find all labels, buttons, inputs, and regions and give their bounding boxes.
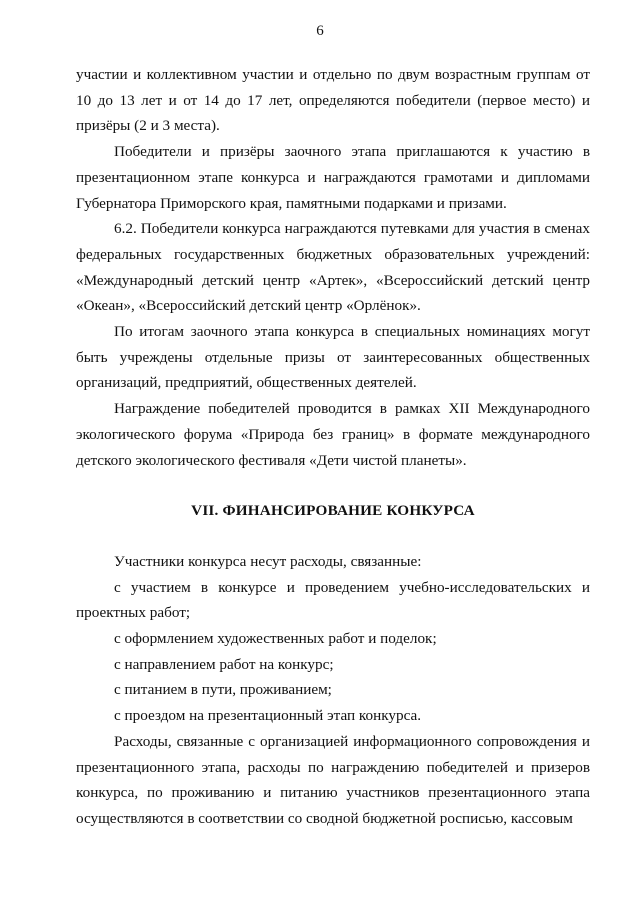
list-item-expense-research-works: с участием в конкурсе и проведением учебно-исследовательских и проектных работ; [76, 578, 590, 622]
list-item-expense-sending-works: с направлением работ на конкурс; [114, 655, 334, 673]
paragraph-organizer-expenses: Расходы, связанные с организацией информационного сопровождения и презентационного этапа, расходы по награждению победителей и призеров конкурса, по проживанию и питанию участников презентационного этапа осуществляются в соответствии со сводной бюджетной росписью, кассовым [76, 732, 590, 827]
paragraph-6-2-vouchers: 6.2. Победители конкурса награждаются путевками для участия в сменах федеральных государственных бюджетных образовательных учреждений: «Международный детский центр «Артек», «Всероссийский детский центр «Океан», «Всероссийский детский центр «Орлёнок». [76, 220, 590, 315]
document-body [76, 62, 590, 832]
paragraph-winners-invited: Победители и призёры заочного этапа приглашаются к участию в презентационном этапе конкурса и награждаются грамотами и дипломами Губернатора Приморского края, памятными подарками и призами. [76, 143, 590, 212]
page-number: 6 [316, 23, 324, 39]
paragraph-participation-groups: участии и коллективном участии и отдельно по двум возрастным группам от 10 до 13 лет и от 14 до 17 лет, определяются победители (первое место) и призёры (2 и 3 места). [76, 66, 590, 135]
paragraph-special-nominations: По итогам заочного этапа конкурса в специальных номинациях могут быть учреждены отдельные призы от заинтересованных общественных организаций, предприятий, общественных деятелей. [76, 323, 590, 392]
section-heading-financing: VII. ФИНАНСИРОВАНИЕ КОНКУРСА [191, 502, 475, 520]
list-item-expense-art-works: с оформлением художественных работ и поделок; [114, 630, 437, 648]
paragraph-award-ceremony: Награждение победителей проводится в рамках XII Международного экологического форума «Природа без границ» в формате международного детского экологического фестиваля «Дети чистой планеты». [76, 400, 590, 469]
list-item-expense-travel: с проездом на презентационный этап конкурса. [114, 707, 422, 725]
list-item-expense-food-lodging: с питанием в пути, проживанием; [114, 681, 332, 699]
paragraph-participant-expenses: Участники конкурса несут расходы, связанные: [114, 552, 422, 570]
